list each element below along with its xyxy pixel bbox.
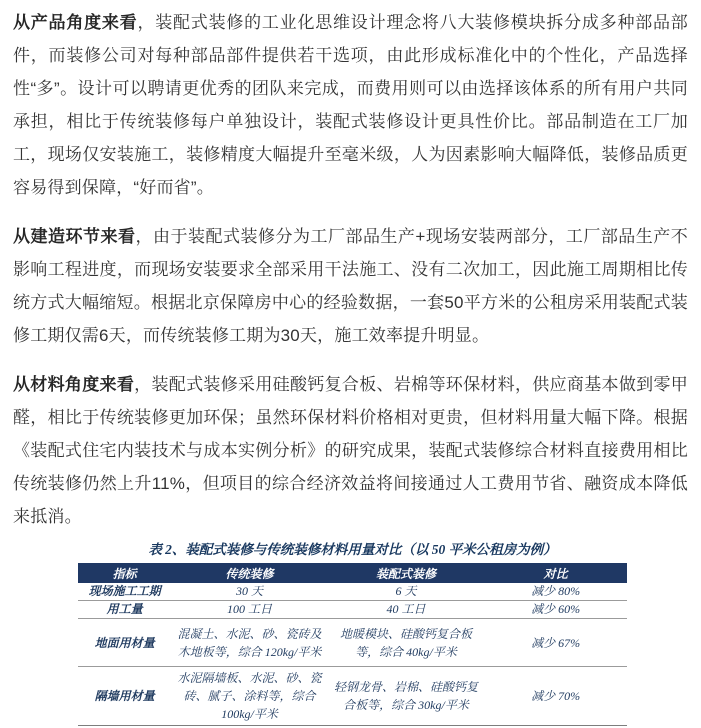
table-cell-comparison: 减少 67% bbox=[484, 619, 627, 667]
table-row-floor-material bbox=[78, 619, 627, 667]
table-row-partition-material bbox=[78, 667, 627, 726]
table-row-labor bbox=[78, 601, 627, 619]
table-header-metric: 指标 bbox=[78, 563, 171, 583]
paragraph-construction-view bbox=[13, 220, 688, 352]
table-header-prefab: 装配式装修 bbox=[328, 563, 484, 583]
table-cell-metric: 隔墙用材量 bbox=[78, 667, 171, 726]
table-cell-prefab: 6 天 bbox=[328, 583, 484, 601]
table-header-comparison: 对比 bbox=[484, 563, 627, 583]
table-cell-comparison: 减少 70% bbox=[484, 667, 627, 726]
table-cell-traditional: 100 工日 bbox=[171, 601, 327, 619]
paragraph-product-view bbox=[13, 6, 688, 204]
table-cell-comparison: 减少 80% bbox=[484, 583, 627, 601]
paragraph-body-product: ，装配式装修的工业化思维设计理念将八大装修模块拆分成多种部品部件，而装修公司对每种部品部件提供若干选项，由此形成标准化中的个性化，产品选择性“多”。设计可以聘请更优秀的团队来完成，而费用则可以由选择该体系的所有用户共同承担，相比于传统装修每户单独设计，装配式装修设计更具性价比。部品制造在工厂加工，现场仅安装施工，装修精度大幅提升至毫米级，人为因素影响大幅降低，装修品质更容易得到保障，“好而省”。 bbox=[13, 13, 688, 197]
table-cell-prefab: 40 工日 bbox=[328, 601, 484, 619]
paragraph-material-view bbox=[13, 368, 688, 533]
table-header-row bbox=[78, 563, 627, 583]
material-comparison-table bbox=[78, 563, 627, 726]
table-title: 表 2、装配式装修与传统装修材料用量对比（以 50 平米公租房为例） bbox=[148, 542, 557, 557]
table-cell-prefab: 地暖模块、硅酸钙复合板等，综合 40kg/平米 bbox=[328, 619, 484, 667]
table-cell-metric: 地面用材量 bbox=[78, 619, 171, 667]
table-cell-prefab: 轻钢龙骨、岩棉、硅酸钙复合板等，综合 30kg/平米 bbox=[328, 667, 484, 726]
material-comparison-section bbox=[78, 541, 627, 726]
paragraph-lead-construction: 从建造环节来看 bbox=[13, 227, 136, 246]
table-cell-traditional: 水泥隔墙板、水泥、砂、瓷砖、腻子、涂料等，综合 100kg/平米 bbox=[171, 667, 327, 726]
table-row-construction-period bbox=[78, 583, 627, 601]
paragraph-body-construction: ，由于装配式装修分为工厂部品生产+现场安装两部分，工厂部品生产不影响工程进度，而现场安装要求全部采用干法施工、没有二次加工，因此施工周期相比传统方式大幅缩短。根据北京保障房中心的经验数据，一套50平方米的公租房采用装配式装修工期仅需6天，而传统装修工期为30天，施工效率提升明显。 bbox=[13, 227, 689, 345]
table-cell-traditional: 混凝土、水泥、砂、瓷砖及木地板等，综合 120kg/平米 bbox=[171, 619, 327, 667]
paragraph-lead-material: 从材料角度来看 bbox=[13, 375, 135, 394]
table-cell-comparison: 减少 60% bbox=[484, 601, 627, 619]
table-header-traditional: 传统装修 bbox=[171, 563, 327, 583]
paragraph-body-material: ，装配式装修采用硅酸钙复合板、岩棉等环保材料，供应商基本做到零甲醛，相比于传统装修更加环保；虽然环保材料价格相对更贵，但材料用量大幅下降。根据《装配式住宅内装技术与成本实例分析》的研究成果，装配式装修综合材料直接费用相比传统装修仍然上升11%，但项目的综合经济效益将间接通过人工费用节省、融资成本降低来抵消。 bbox=[13, 375, 688, 526]
table-cell-metric: 现场施工工期 bbox=[78, 583, 171, 601]
paragraph-lead-product: 从产品角度来看 bbox=[13, 13, 138, 32]
table-cell-metric: 用工量 bbox=[78, 601, 171, 619]
table-cell-traditional: 30 天 bbox=[171, 583, 327, 601]
